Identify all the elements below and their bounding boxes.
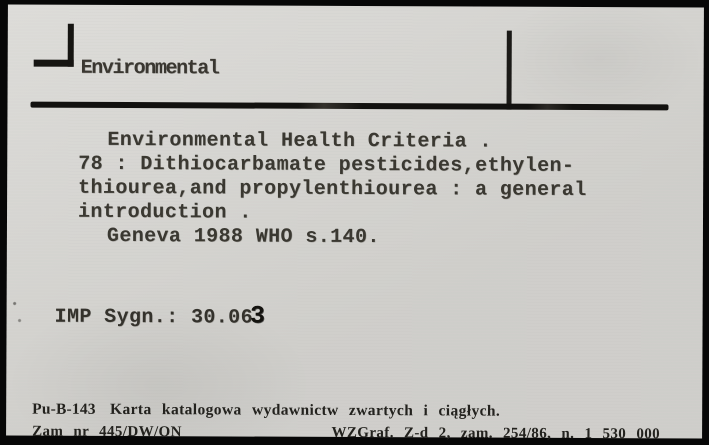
form-footer-line1 xyxy=(32,401,660,422)
form-title: Karta katalogowa wydawnictw zwartych i ciągłych. xyxy=(110,400,501,420)
catalog-line-imprint: Geneva 1988 WHO s.140. xyxy=(106,224,380,250)
print-info: WZGraf. Z-d 2, zam. 254/86, n. 1 530 000 xyxy=(331,424,661,443)
catalog-line-number: 78 : Dithiocarbamate pesticides,ethylen- xyxy=(78,152,575,178)
card-paper xyxy=(6,4,704,443)
horizontal-rule xyxy=(30,102,668,111)
catalog-line-subtitle-cont: introduction . xyxy=(77,200,252,225)
handwritten-digit: 3 xyxy=(249,301,266,331)
subject-heading: Environmental xyxy=(80,56,219,81)
form-code: Pu-B-143 xyxy=(32,400,96,418)
catalog-entry xyxy=(78,129,587,251)
catalog-line-title: Environmental Health Criteria . xyxy=(107,128,492,154)
signature-text: IMP Sygn.: 30.06 xyxy=(54,305,254,330)
catalog-line-subtitle: thiourea,and propylenthiourea : a general xyxy=(78,176,587,203)
corner-registration-mark xyxy=(34,24,74,67)
vertical-divider xyxy=(506,31,511,110)
signature-line xyxy=(55,301,266,331)
order-number: Zam nr 445/DW/ON xyxy=(32,423,182,441)
form-footer-line2 xyxy=(32,424,660,444)
form-footer xyxy=(32,401,660,444)
